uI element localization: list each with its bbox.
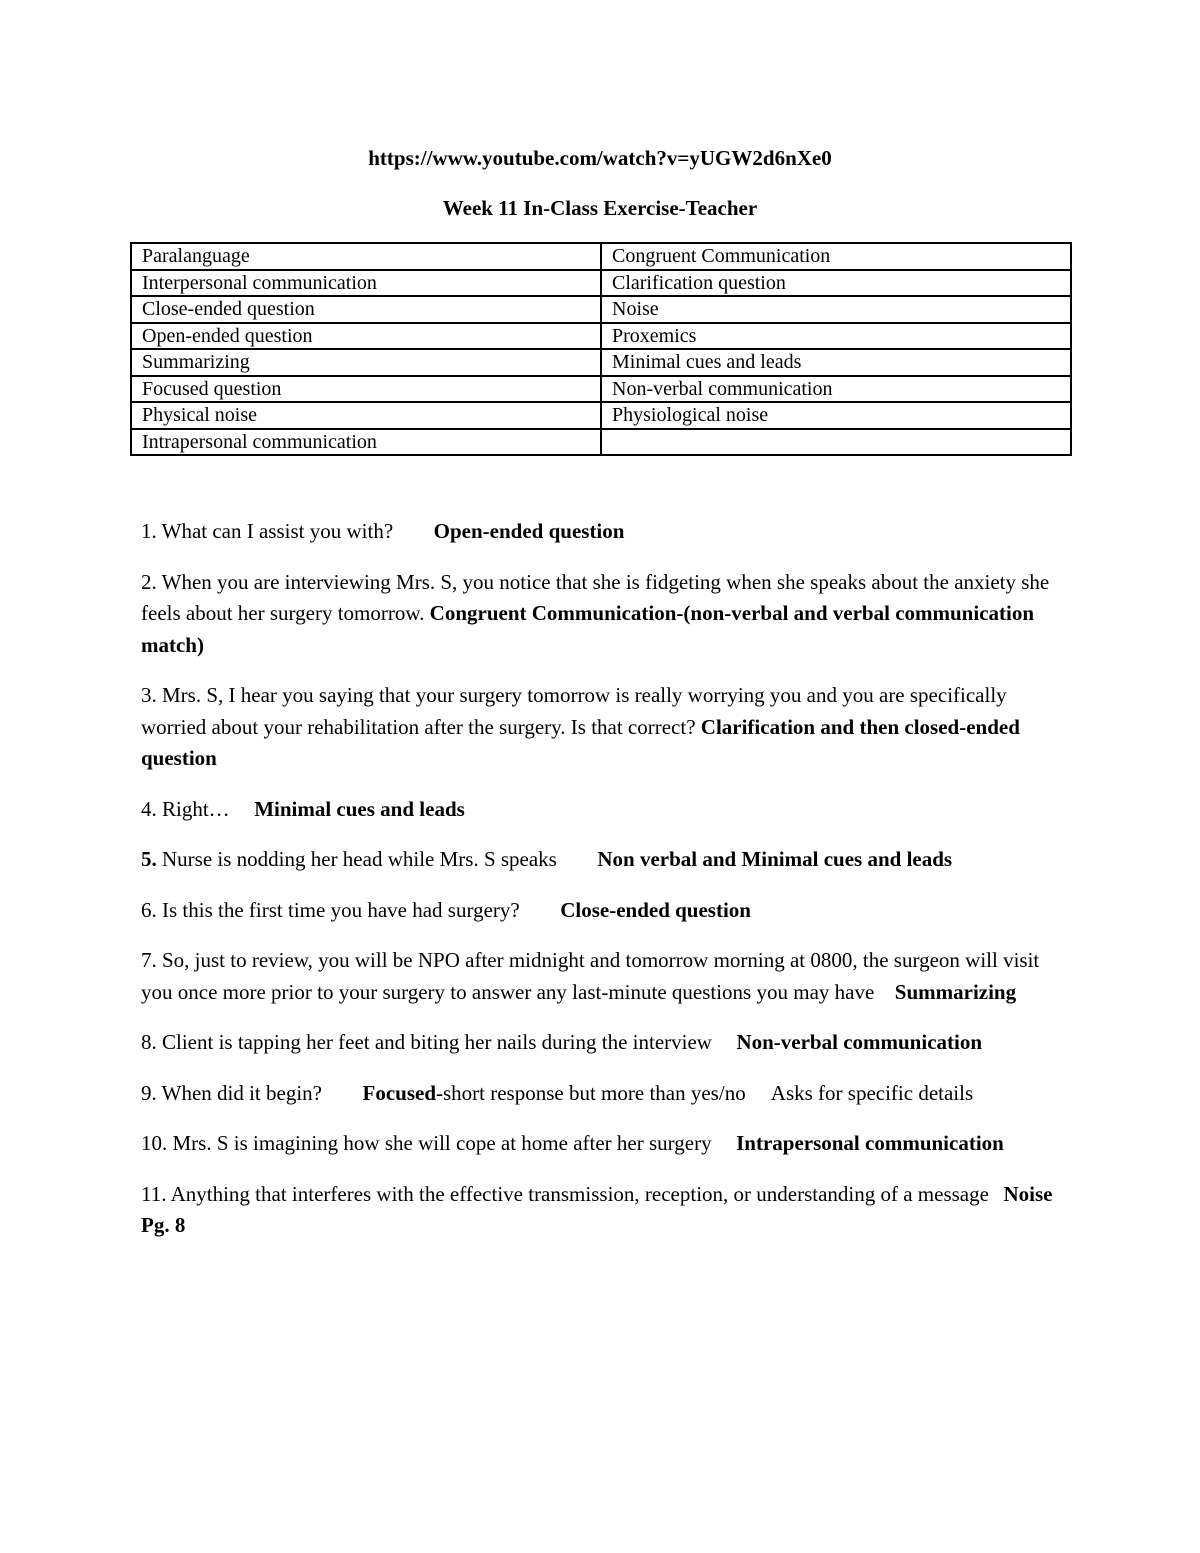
question-number: 11.: [141, 1181, 167, 1206]
question-text: Client is tapping her feet and biting her nails during the interview: [162, 1030, 712, 1054]
question-text: Is this the first time you have had surgery?: [162, 897, 520, 922]
table-row: [131, 429, 1071, 456]
question-text: When did it begin?: [161, 1080, 322, 1105]
question-text: Nurse is nodding her head while Mrs. S speaks: [162, 847, 557, 871]
question-number: 2.: [141, 569, 157, 594]
table-row: [131, 376, 1071, 403]
question-item: [141, 1179, 1061, 1242]
question-text: What can I assist you with?: [161, 519, 394, 543]
question-item: [141, 516, 1061, 548]
question-answer: Close-ended question: [560, 897, 751, 922]
table-cell: Focused question: [131, 376, 601, 403]
table-cell: Summarizing: [131, 349, 601, 376]
question-number: 7.: [141, 948, 157, 972]
question-item: [141, 1128, 1061, 1160]
question-number: 5.: [141, 847, 157, 871]
question-item: [141, 567, 1061, 662]
question-answer: Noise Pg. 8: [141, 1181, 1053, 1237]
table-row: [131, 323, 1071, 350]
question-text: Right…: [162, 796, 230, 821]
question-answer: Open-ended question: [433, 519, 625, 543]
table-cell: Intrapersonal communication: [131, 429, 601, 456]
question-answer: Minimal cues and leads: [254, 796, 465, 821]
question-number: 6.: [141, 897, 157, 922]
table-cell: Close-ended question: [131, 296, 601, 323]
table-row: [131, 243, 1071, 270]
table-cell: Proxemics: [601, 323, 1071, 350]
terms-table: [130, 242, 1072, 456]
question-item: [141, 895, 1061, 927]
question-number: 3.: [141, 683, 157, 707]
question-item: [141, 1078, 1061, 1110]
table-cell: Open-ended question: [131, 323, 601, 350]
table-row: [131, 270, 1071, 297]
question-item: [141, 945, 1061, 1008]
question-text: Mrs. S is imagining how she will cope at home after her surgery: [172, 1131, 712, 1155]
question-tail: -short response but more than yes/no Asks for specific details: [436, 1080, 974, 1105]
table-cell: Clarification question: [601, 270, 1071, 297]
question-text: Anything that interferes with the effective transmission, reception, or understanding of a message: [170, 1181, 989, 1206]
table-cell: Interpersonal communication: [131, 270, 601, 297]
question-text: When you are interviewing Mrs. S, you notice that she is fidgeting when she speaks about the anxiety she feels about her surgery tomorrow.: [141, 569, 1050, 625]
question-answer: Non-verbal communication: [736, 1030, 983, 1054]
question-item: [141, 844, 1061, 876]
table-cell: Paralanguage: [131, 243, 601, 270]
question-item: [141, 794, 1061, 826]
table-row: [131, 402, 1071, 429]
question-item: [141, 680, 1061, 775]
table-row: [131, 349, 1071, 376]
table-row: [131, 296, 1071, 323]
table-cell: Minimal cues and leads: [601, 349, 1071, 376]
question-number: 10.: [141, 1131, 168, 1155]
question-number: 9.: [141, 1080, 157, 1105]
question-answer: Clarification and then closed-ended question: [141, 714, 1020, 770]
question-number: 1.: [141, 519, 157, 543]
question-answer: Congruent Communication-(non-verbal and verbal communication match): [141, 601, 1035, 657]
question-answer: Non verbal and Minimal cues and leads: [597, 847, 953, 871]
video-url: https://www.youtube.com/watch?v=yUGW2d6nXe0: [368, 146, 832, 170]
question-answer: Focused: [362, 1080, 436, 1105]
table-cell: Noise: [601, 296, 1071, 323]
question-text: So, just to review, you will be NPO after midnight and tomorrow morning at 0800, the surgeon will visit you once more prior to your surgery to answer any last-minute questions you may have: [141, 948, 1040, 1004]
table-cell: Physical noise: [131, 402, 601, 429]
table-cell: Non-verbal communication: [601, 376, 1071, 403]
question-answer: Intrapersonal communication: [736, 1131, 1004, 1155]
question-list: [141, 516, 1061, 1261]
table-cell: [601, 429, 1071, 456]
question-item: [141, 1027, 1061, 1059]
question-number: 8.: [141, 1030, 157, 1054]
question-number: 4.: [141, 796, 157, 821]
question-answer: Summarizing: [894, 979, 1017, 1004]
question-text: Mrs. S, I hear you saying that your surgery tomorrow is really worrying you and you are specifically worried about your rehabilitation after the surgery. Is that correct?: [141, 683, 1007, 739]
page-title: Week 11 In-Class Exercise-Teacher: [442, 196, 758, 220]
table-cell: Physiological noise: [601, 402, 1071, 429]
table-cell: Congruent Communication: [601, 243, 1071, 270]
